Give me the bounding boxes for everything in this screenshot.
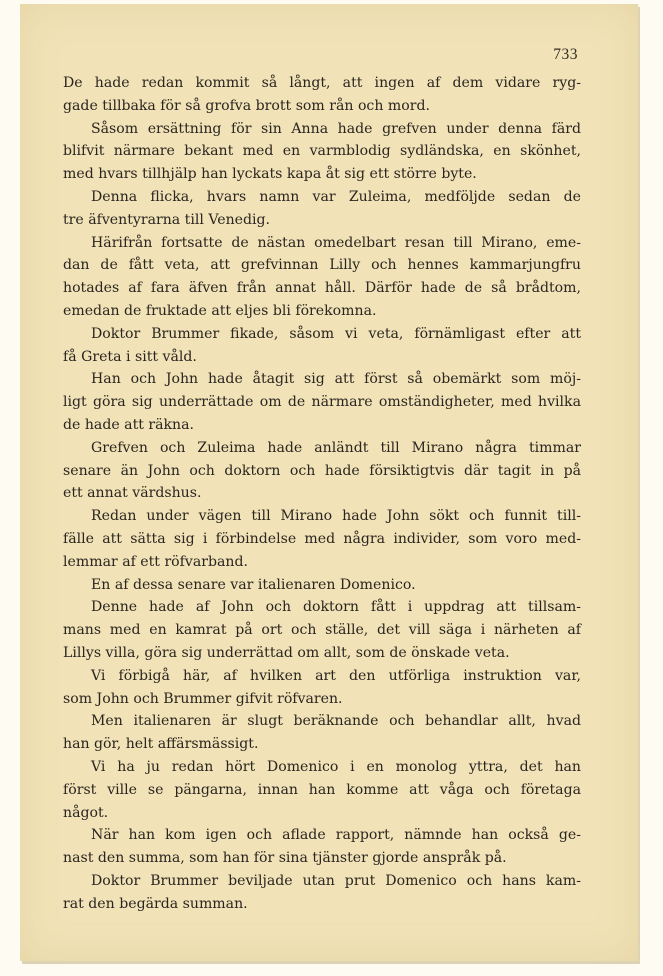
paragraph [63,118,581,186]
text-line: med hvars tillhjälp han lyckats kapa åt sig ett större byte. [63,166,477,183]
paragraph [63,710,581,756]
text-line: han gör, helt affärsmässigt. [63,736,259,753]
book-page [20,4,638,961]
text-line: Han och John hade åtagit sig att först så obemärkt som möj- [91,371,581,388]
paragraph [63,232,581,323]
text-line: gade tillbaka för så grofva brott som rån och mord. [63,97,430,114]
text-line: Redan under vägen till Mirano hade John sökt och funnit till- [91,508,581,525]
text-line: först ville se pängarna, innan han komme att våga och företaga [63,781,581,798]
paragraph [63,824,581,870]
paragraph [63,368,581,436]
paragraph [63,323,581,369]
paragraph [63,756,581,824]
text-line: Vi ha ju redan hört Domenico i en monolog yttra, det han [91,758,581,775]
paragraph [63,437,581,505]
page-number: 733 [553,46,578,63]
text-line: som John och Brummer gifvit röfvaren. [63,690,343,707]
text-line: När han kom igen och aflade rapport, nämnde han också ge- [91,827,581,844]
text-line: dan de fått veta, att grefvinnan Lilly och hennes kammarjungfru [63,257,581,274]
text-line: Härifrån fortsatte de nästan omedelbart resan till Mirano, eme- [91,234,581,251]
text-line: blifvit närmare bekant med en varmblodig sydländska, en skönhet, [63,143,581,160]
text-line: lemmar af ett röfvarband. [63,553,248,570]
text-line: Men italienaren är slugt beräknande och behandlar allt, hvad [91,713,581,730]
text-line: ligt göra sig underrättade om de närmare omständigheter, med hvilka [63,394,581,411]
text-line: Vi förbigå här, af hvilken art den utförliga instruktion var, [91,667,581,684]
text-line: emedan de fruktade att eljes bli förekomna. [63,302,377,319]
text-line: De hade redan kommit så långt, att ingen af dem vidare ryg- [63,75,581,91]
paragraph [63,186,581,232]
text-line: Doktor Brummer fikade, såsom vi veta, förnämligast efter att [91,325,581,342]
text-line: få Greta i sitt våld. [63,348,197,365]
text-line: senare än John och doktorn och hade försiktigtvis där tagit in på [63,462,581,479]
text-line: rat den begärda summan. [63,895,248,912]
text-line: mans med en kamrat på ort och ställe, det vill säga i närheten af [63,622,581,639]
text-line: tre äfventyrarna till Venedig. [63,211,271,228]
text-line: Såsom ersättning för sin Anna hade grefven under denna färd [91,120,581,137]
text-line: de hade att räkna. [63,416,195,433]
text-line: Denna flicka, hvars namn var Zuleima, medföljde sedan de [91,188,581,205]
text-line: Doktor Brummer beviljade utan prut Domenico och hans kam- [91,872,581,889]
paragraph [63,870,581,916]
body-text [63,72,581,915]
text-line: ett annat värdshus. [63,485,202,502]
text-line: fälle att sätta sig i förbindelse med några individer, som voro med- [63,530,581,547]
paragraph [63,665,581,711]
paragraph [63,596,581,664]
text-line: något. [63,804,109,821]
text-line: Lillys villa, göra sig underrättad om allt, som de önskade veta. [63,644,510,661]
text-line: En af dessa senare var italienaren Domenico. [91,576,416,593]
paragraph [63,505,581,573]
text-line: nast den summa, som han för sina tjänster gjorde anspråk på. [63,850,507,867]
text-line: Denne hade af John och doktorn fått i uppdrag att tillsam- [91,599,581,616]
paragraph [63,574,581,597]
text-line: hotades af fara äfven från annat håll. Därför hade de så brådtom, [63,280,581,297]
paragraph [63,72,581,118]
text-line: Grefven och Zuleima hade anländt till Mirano några timmar [91,439,581,456]
